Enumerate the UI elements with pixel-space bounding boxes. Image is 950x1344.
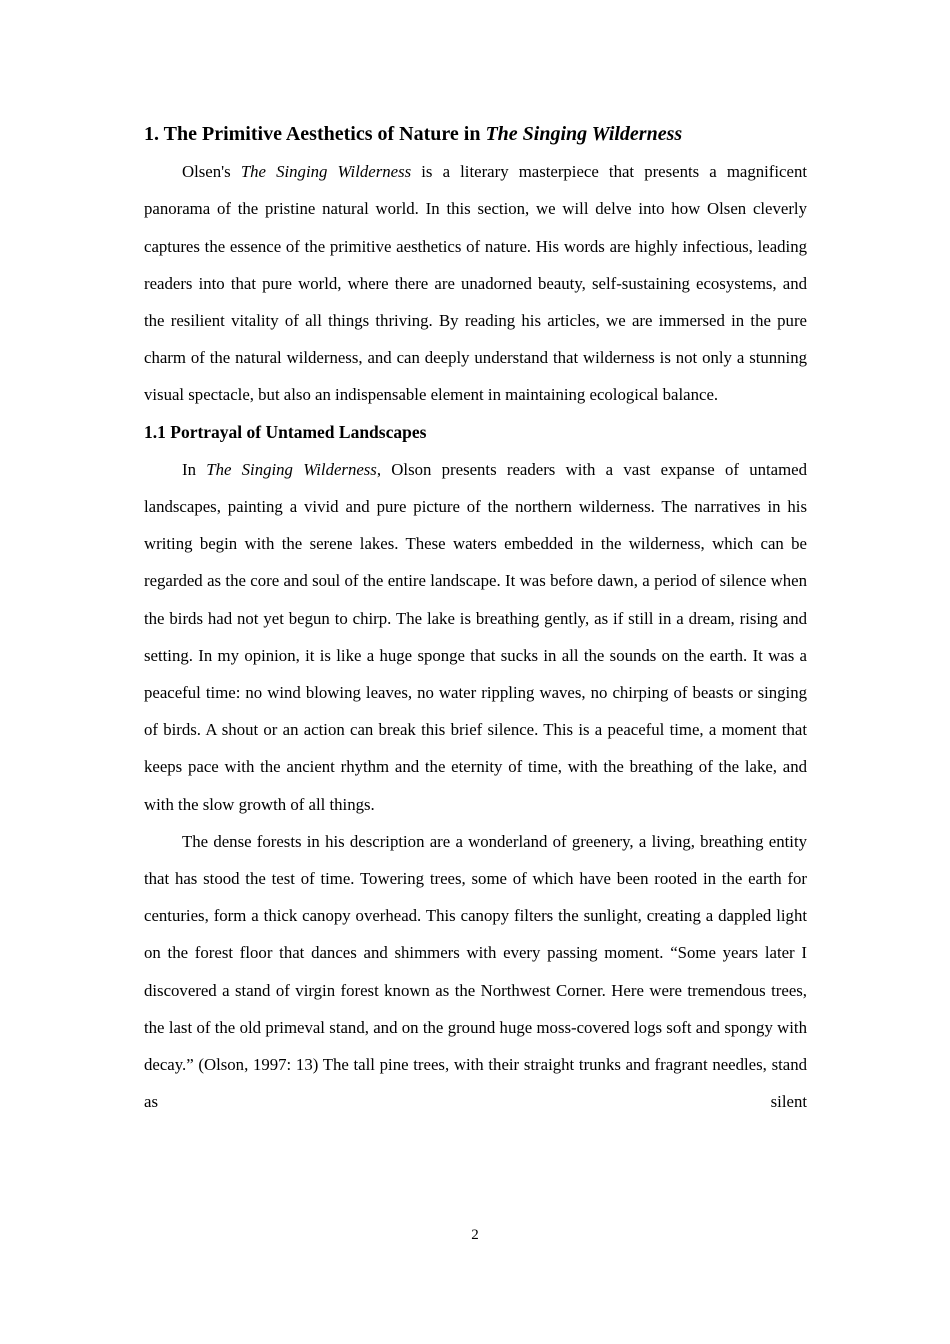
- paragraph-text: , Olson presents readers with a vast expanse of untamed landscapes, painting a vivid and pure picture of the northern wilderness. The narratives in his writing begin with the serene lakes. These waters embedded in the wilderness, which can be regarded as the core and soul of the entire landscape. It was before dawn, a period of silence when the birds had not yet begun to chirp. The lake is breathing gently, as if still in a dream, rising and setting. In my opinion, it is like a huge sponge that sucks in all the sounds on the earth. It was a peaceful time: no wind blowing leaves, no water rippling waves, no chirping of beasts or singing of birds. A shout or an action can break this brief silence. This is a peaceful time, a moment that keeps pace with the ancient rhythm and the eternity of time, with the breathing of the lake, and with the slow growth of all things.: [144, 459, 807, 814]
- paragraph-text: is a literary masterpiece that presents a magnificent panorama of the pristine natural world. In this section, we will delve into how Olsen cleverly captures the essence of the primitive aesthetics of nature. His words are highly infectious, leading readers into that pure world, where there are unadorned beauty, self-sustaining ecosystems, and the resilient vitality of all things thriving. By reading his articles, we are immersed in the pure charm of the natural wilderness, and can deeply understand that wilderness is not only a stunning visual spectacle, but also an indispensable element in maintaining ecological balance.: [144, 162, 808, 405]
- subsection-heading: 1.1 Portrayal of Untamed Landscapes: [144, 421, 427, 442]
- paragraph: The dense forests in his description are a wonderland of greenery, a living, breathing entity that has stood the test of time. Towering trees, some of which have been rooted in the earth for centuries, form a thick canopy overhead. This canopy filters the sunlight, creating a dappled light on the forest floor that dances and shimmers with every passing moment. “Some years later I discovered a stand of virgin forest known as the Northwest Corner. Here were tremendous trees, the last of the old primeval stand, and on the ground huge moss-covered logs soft and spongy with decay.” (Olson, 1997: 13) The tall pine trees, with their straight trunks and fragrant needles, stand as silent: [144, 831, 807, 1112]
- section-heading: [144, 116, 807, 153]
- paragraph: [144, 153, 807, 413]
- page-number: 2: [471, 1227, 479, 1243]
- paragraph-text: In: [182, 459, 207, 479]
- body-text-block: [144, 153, 807, 1120]
- document-content: [144, 116, 807, 1120]
- paragraph: [144, 451, 807, 823]
- book-title-italic: The Singing Wilderness: [240, 162, 412, 182]
- book-title-italic: The Singing Wilderness: [485, 123, 683, 145]
- section-heading-text: 1. The Primitive Aesthetics of Nature in: [144, 123, 486, 145]
- book-title-italic: The Singing Wilderness: [206, 459, 377, 479]
- paragraph-text: Olsen's: [182, 162, 241, 182]
